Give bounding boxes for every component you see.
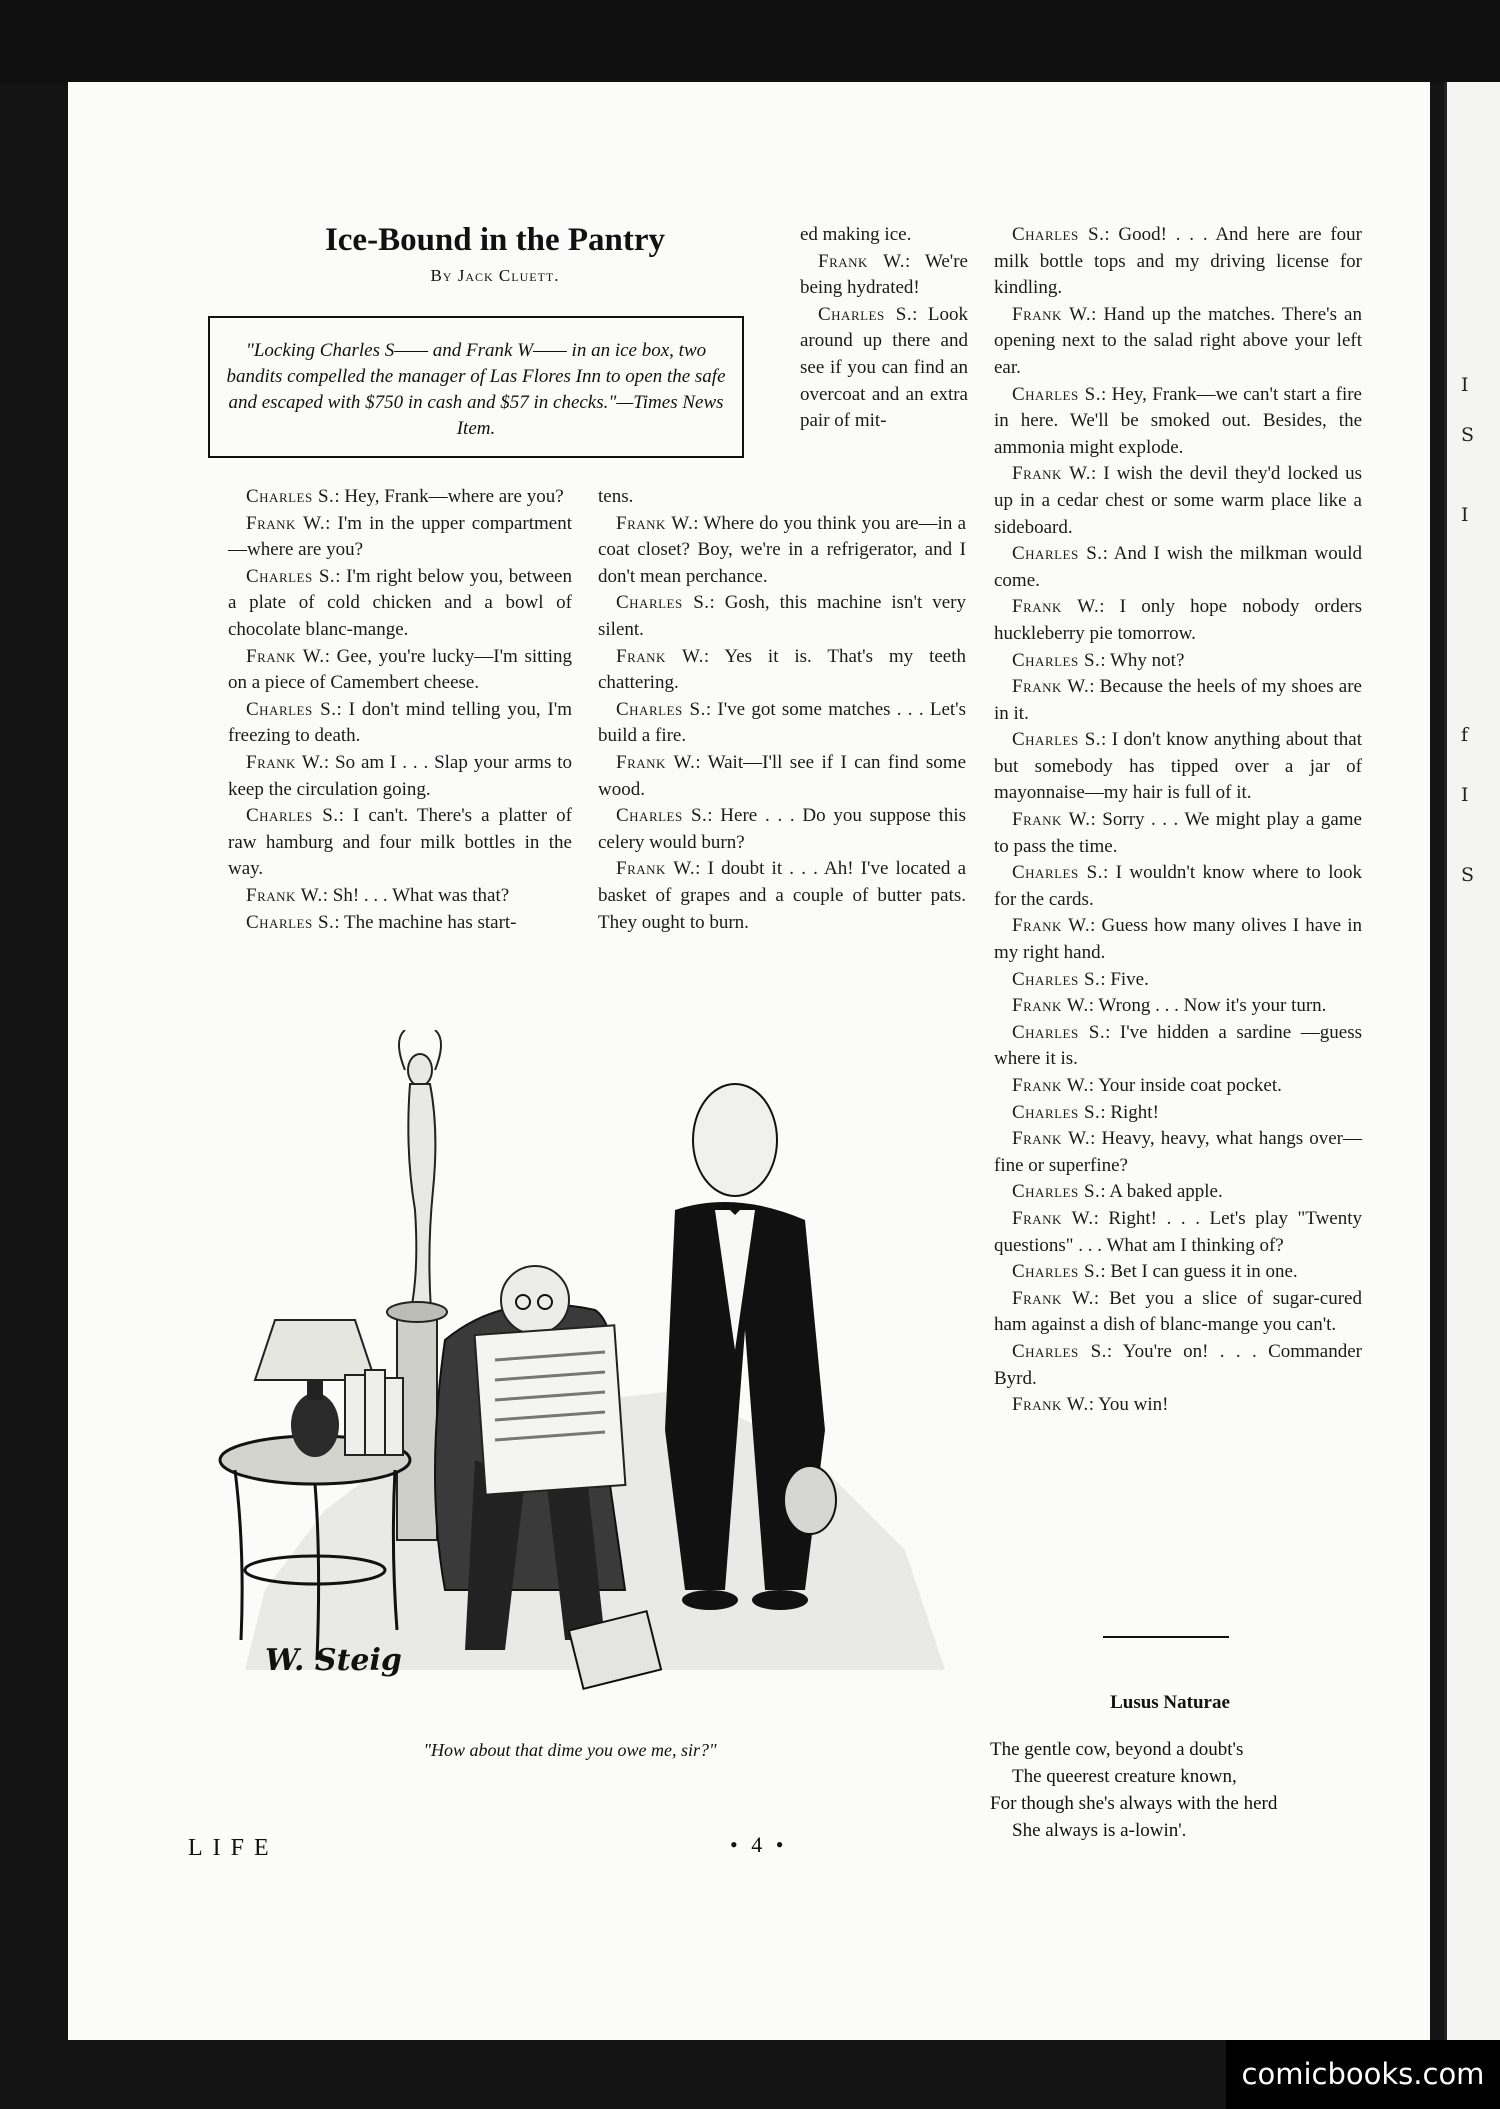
poem-line: She always is a-lowin'. [1012, 1820, 1187, 1841]
dialogue-line: Charles S.: You're on! . . . Commander Byrd. [994, 1340, 1362, 1389]
speaker-name: Frank W. [1012, 303, 1092, 325]
speaker-name: Frank W. [1012, 1287, 1094, 1309]
books [345, 1370, 403, 1455]
speaker-name: Charles S. [246, 911, 335, 933]
scan-border [0, 0, 1500, 84]
speaker-name: Frank W. [246, 751, 324, 773]
speaker-name: Frank W. [1012, 676, 1090, 698]
speaker-name: Charles S. [616, 592, 710, 614]
artist-signature: W. Steig [265, 1643, 402, 1678]
dialogue-line: Frank W.: I only hope nobody orders huckleberry pie tomorrow. [994, 596, 1362, 644]
speaker-name: Charles S. [616, 698, 706, 720]
speaker-name: Charles S. [1012, 543, 1103, 565]
column-top-right [800, 222, 968, 435]
speaker-name: Charles S. [246, 565, 336, 587]
dialogue-line: Frank W.: Hand up the matches. There's an opening next to the salad right above your left ear. [994, 303, 1362, 378]
dialogue-line: Charles S.: I don't mind telling you, I'm freezing to death. [228, 698, 572, 747]
dialogue-line: Charles S.: Bet I can guess it in one. [1012, 1261, 1298, 1283]
speaker-name: Frank W. [1012, 1207, 1094, 1229]
poem-line: The gentle cow, beyond a doubt's [990, 1739, 1244, 1760]
dialogue-line: Charles S.: And I wish the milkman would come. [994, 543, 1362, 591]
magazine-name: LIFE [188, 1835, 279, 1861]
dialogue-line: Charles S.: I'm right below you, between a plate of cold chicken and a bowl of chocolate blanc-mange. [228, 565, 572, 640]
speaker-name: Frank W. [1012, 463, 1092, 485]
speaker-name: Charles S. [1012, 649, 1101, 671]
epigraph-text: "Locking Charles S—— and Frank W—— in an ice box, two bandits compelled the manager of Las Flores Inn to open the safe and escaped with $750 in cash and $57 in checks."—Times News Item. [226, 340, 726, 439]
dialogue-line: Charles S.: Look around up there and see if you can find an overcoat and an extra pair of mit- [800, 303, 968, 432]
dialogue-line: Charles S.: Right! [1012, 1101, 1159, 1123]
dialogue-line: Charles S.: Five. [1012, 968, 1149, 990]
speaker-name: Frank W. [616, 751, 696, 773]
speaker-name: Charles S. [1012, 862, 1103, 884]
dialogue-line: Frank W.: I wish the devil they'd locked us up in a cedar chest or some warm place like a sideboard. [994, 463, 1362, 538]
watermark-banner: comicbooks.com [1226, 2040, 1500, 2109]
epigraph-box [208, 316, 744, 458]
dialogue-line: Charles S.: Why not? [1012, 649, 1185, 671]
dialogue-line: Frank W.: We're being hydrated! [800, 250, 968, 299]
dialogue-line: tens. [598, 486, 634, 507]
poem-line: The queerest creature known, [1012, 1766, 1237, 1787]
dialogue-line: Frank W.: Sh! . . . What was that? [246, 884, 510, 906]
dialogue-line: Charles S.: A baked apple. [1012, 1181, 1223, 1203]
speaker-name: Frank W. [1012, 809, 1091, 831]
dialogue-line: Frank W.: Sorry . . . We might play a game to pass the time. [994, 809, 1362, 857]
speaker-name: Charles S. [246, 486, 335, 507]
speaker-name: Frank W. [818, 250, 906, 272]
dialogue-line: Charles S.: Gosh, this machine isn't very silent. [598, 592, 966, 640]
dialogue-line: Charles S.: Here . . . Do you suppose this celery would burn? [598, 805, 966, 853]
statuette [399, 1030, 441, 1310]
speaker-name: Frank W. [1012, 596, 1100, 618]
speaker-name: Charles S. [1012, 224, 1105, 245]
dialogue-line: Charles S.: I've hidden a sardine —guess where it is. [994, 1021, 1362, 1070]
dialogue-line: Frank W.: Gee, you're lucky—I'm sitting on a piece of Camembert cheese. [228, 645, 572, 694]
dialogue-line: Frank W.: Heavy, heavy, what hangs over—fine or superfine? [994, 1128, 1362, 1176]
cartoon-caption: "How about that dime you owe me, sir?" [423, 1740, 717, 1760]
dialogue-line: Charles S.: Hey, Frank—where are you? [246, 486, 564, 507]
speaker-name: Frank W. [1012, 1128, 1091, 1150]
article-title: Ice-Bound in the Pantry [324, 222, 666, 258]
dialogue-line: Charles S.: Hey, Frank—we can't start a fire in here. We'll be smoked out. Besides, the ammonia might explode. [994, 383, 1362, 458]
speaker-name: Frank W. [616, 645, 704, 667]
speaker-name: Frank W. [616, 512, 694, 534]
speaker-name: Charles S. [1012, 1340, 1107, 1362]
speaker-name: Frank W. [1012, 1075, 1089, 1096]
speaker-name: Charles S. [616, 805, 708, 827]
speaker-name: Charles S. [246, 698, 337, 720]
dialogue-line: Frank W.: Yes it is. That's my teeth chattering. [598, 645, 966, 694]
page-number: • 4 • [730, 1832, 788, 1857]
dialogue-line: Frank W.: I'm in the upper compartment—where are you? [228, 512, 572, 561]
speaker-name: Charles S. [1012, 1021, 1106, 1043]
speaker-name: Charles S. [1012, 383, 1101, 405]
poem-line: For though she's always with the herd [990, 1793, 1278, 1814]
speaker-name: Frank W. [616, 858, 696, 880]
speaker-name: Charles S. [246, 805, 339, 827]
speaker-name: Charles S. [1012, 1181, 1101, 1203]
poem-body [990, 1736, 1370, 1844]
adjacent-page-edge: I S I f I S [1444, 82, 1500, 2042]
dialogue-line: Frank W.: Guess how many olives I have in my right hand. [994, 915, 1362, 964]
article-byline: By Jack Cluett. [430, 266, 560, 285]
dialogue-line: ed making ice. [800, 224, 912, 245]
section-divider [1103, 1636, 1229, 1638]
dialogue-line: Charles S.: Good! . . . And here are four milk bottle tops and my driving license for kindling. [994, 224, 1362, 299]
poem-title: Lusus Naturae [1110, 1692, 1230, 1713]
speaker-name: Charles S. [818, 303, 913, 325]
dialogue-line: Frank W.: I doubt it . . . Ah! I've located a basket of grapes and a couple of butter pats. They ought to burn. [598, 858, 966, 933]
column-right [994, 222, 1362, 1419]
dialogue-line: Frank W.: Bet you a slice of sugar-cured ham against a dish of blanc-mange you can't. [994, 1287, 1362, 1336]
dialogue-line: Charles S.: The machine has start- [246, 911, 517, 933]
speaker-name: Charles S. [1012, 968, 1101, 990]
speaker-name: Frank W. [246, 884, 323, 906]
dialogue-line: Frank W.: Wait—I'll see if I can find some wood. [598, 751, 967, 800]
speaker-name: Charles S. [1012, 1101, 1101, 1123]
speaker-name: Frank W. [246, 512, 326, 534]
dialogue-line: Frank W.: Wrong . . . Now it's your turn. [1012, 995, 1327, 1017]
dialogue-line: Frank W.: So am I . . . Slap your arms to keep the circulation going. [228, 751, 573, 800]
dialogue-line: Frank W.: Right! . . . Let's play "Twenty questions" . . . What am I thinking of? [994, 1207, 1362, 1256]
dialogue-line: Frank W.: Because the heels of my shoes are in it. [994, 676, 1362, 724]
dialogue-line: Frank W.: Where do you think you are—in a coat closet? Boy, we're in a refrigerator, and I don't mean perchance. [598, 512, 966, 587]
speaker-name: Frank W. [246, 645, 325, 667]
speaker-name: Frank W. [1012, 995, 1089, 1017]
dialogue-line: Charles S.: I can't. There's a platter of raw hamburg and four milk bottles in the way. [228, 805, 572, 880]
column-middle [598, 484, 966, 936]
dialogue-line: Frank W.: You win! [1012, 1394, 1169, 1416]
speaker-name: Charles S. [1012, 729, 1102, 751]
dialogue-line: Charles S.: I don't know anything about that but somebody has tipped over a jar of mayonnaise—my hair is full of it. [994, 729, 1362, 804]
dialogue-line: Charles S.: I wouldn't know where to look for the cards. [994, 862, 1362, 910]
speaker-name: Frank W. [1012, 915, 1091, 937]
column-left [228, 484, 572, 936]
cartoon-illustration [205, 1030, 965, 1720]
speaker-name: Frank W. [1012, 1394, 1089, 1416]
dialogue-line: Frank W.: Your inside coat pocket. [1012, 1075, 1282, 1096]
dialogue-line: Charles S.: I've got some matches . . . Let's build a fire. [598, 698, 966, 747]
speaker-name: Charles S. [1012, 1261, 1101, 1283]
